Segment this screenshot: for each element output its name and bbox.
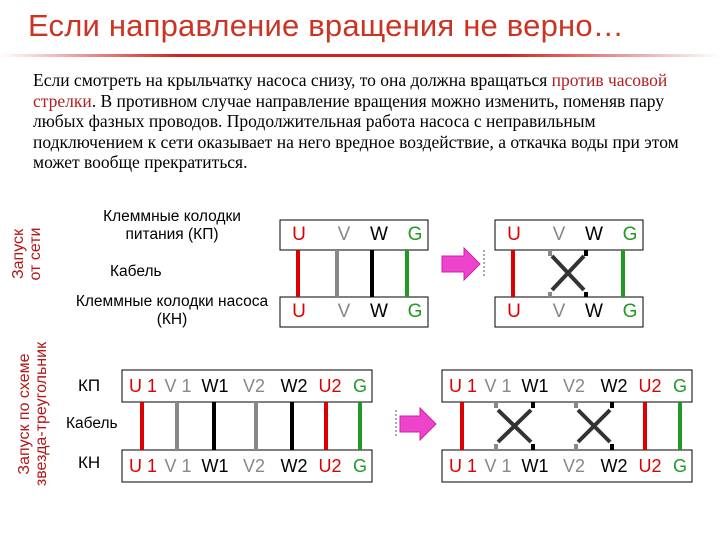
arrow-right-icon (440, 246, 490, 282)
terminals-kn-right: U 1 V 1 W1 V2 W2 U2 G (448, 456, 687, 476)
side-label-star-delta: Запуск по схеме звезда-треугольник (16, 341, 50, 487)
label-cable-2: Кабель (66, 415, 118, 432)
paragraph-text-2: . В противном случае направление вращения можно изменить, поменяв пару любых фазных проводов. Продолжительная работа насоса с неправильным подключением к сети оказывает на него вредное воздействие, а откачка воды при этом может вообще прекратиться. (33, 90, 679, 172)
label-pump-short: КН (78, 453, 101, 472)
terminals-supply-left: U V W G (292, 224, 423, 245)
paragraph-highlight: против часовой стрелки (33, 70, 668, 111)
terminals-kn-left: U 1 V 1 W1 V2 W2 U2 G (128, 456, 367, 476)
label-supply-short: КП (78, 376, 101, 395)
terminals-kp-right: U 1 V 1 W1 V2 W2 U2 G (448, 376, 687, 396)
label-pump-terminals: Клеммные колодки насоса (КН) (75, 293, 269, 328)
paragraph-text-1: Если смотреть на крыльчатку насоса снизу, то она должна вращаться (33, 70, 552, 90)
arrow-right-icon (392, 406, 442, 442)
terminals-kp-left: U 1 V 1 W1 V2 W2 U2 G (128, 376, 367, 396)
terminals-supply-right: U V W G (507, 224, 638, 245)
page-title: Если направление вращения не верно… (28, 8, 624, 43)
terminals-pump-left: U V W G (292, 301, 423, 322)
terminals-pump-right: U V W G (507, 301, 638, 322)
side-label-direct-start: Запуск от сети (10, 227, 44, 281)
label-cable-1: Кабель (110, 263, 162, 280)
label-supply-terminals: Клеммные колодки питания (КП) (103, 208, 241, 243)
